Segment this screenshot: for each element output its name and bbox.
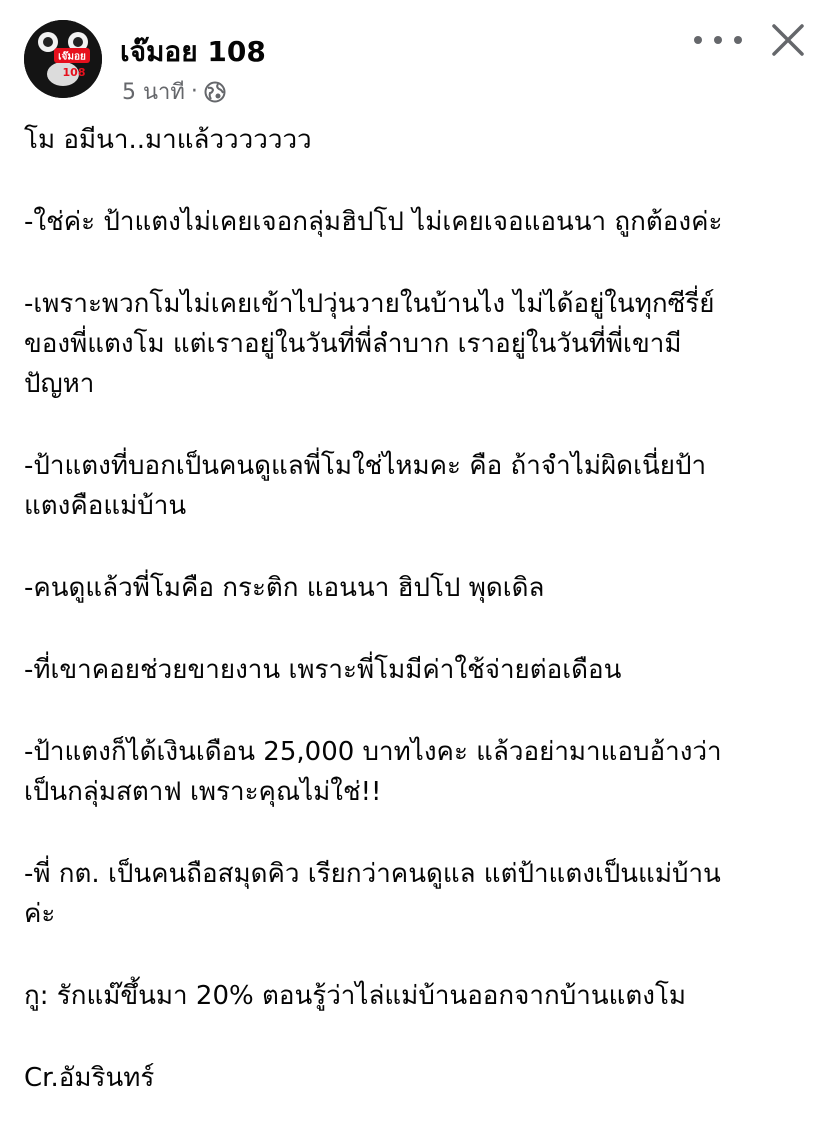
post-text-line: แตงคือแม่บ้าน (24, 491, 187, 521)
svg-text:108: 108 (62, 66, 86, 79)
post-paragraph (24, 284, 814, 404)
post-header (0, 0, 828, 110)
author-name[interactable]: เจ๊มอย 108 (120, 35, 266, 68)
post-text-line: ของพี่แตงโม แต่เราอยู่ในวันที่พี่ลำบาก เราอยู่ในวันที่พี่เขามี (24, 329, 682, 359)
post-text-line: โม อมีนา..มาแล้ววววววว (24, 125, 312, 155)
close-icon[interactable] (770, 22, 806, 58)
post-text-line: -ที่เขาคอยช่วยขายงาน เพราะพี่โมมีค่าใช้จ่ายต่อเดือน (24, 655, 622, 685)
post-text-line: เป็นกลุ่มสตาฟ เพราะคุณไม่ใช่!! (24, 777, 382, 807)
post-paragraph (24, 202, 814, 242)
post-meta (122, 74, 226, 109)
post-timestamp[interactable]: 5 นาที (122, 80, 185, 105)
post-paragraph (24, 446, 814, 526)
author-avatar[interactable] (24, 20, 102, 98)
post-paragraph (24, 568, 814, 608)
post-paragraph (24, 732, 814, 812)
globe-icon[interactable] (204, 81, 226, 103)
post-text-line: -ป้าแตงที่บอกเป็นคนดูแลพี่โมใช่ไหมคะ คือ ถ้าจำไม่ผิดเนี่ยป้า (24, 451, 707, 481)
post-text-line: Cr.อัมรินทร์ (24, 1063, 155, 1093)
post-paragraph (24, 650, 814, 690)
avatar-logo (24, 20, 102, 98)
post-text-line: กู: รักแม๊ขึ้นมา 20% ตอนรู้ว่าไล่แม่บ้านออกจากบ้านแตงโม (24, 981, 687, 1011)
post-paragraph (24, 1058, 814, 1098)
post-text-line: -พี่ กต. เป็นคนถือสมุดคิว เรียกว่าคนดูแล แต่ป้าแตงเป็นแม่บ้าน (24, 859, 721, 889)
meta-separator: · (190, 79, 198, 104)
post-paragraph (24, 976, 814, 1016)
svg-text:เจ๊มอย: เจ๊มอย (58, 51, 86, 63)
post-text-line: -ใช่ค่ะ ป้าแตงไม่เคยเจอกลุ่มฮิปโป ไม่เคยเจอแอนนา ถูกต้องค่ะ (24, 207, 723, 237)
post-body (24, 120, 814, 1140)
post-text-line: -คนดูแล้วพี่โมคือ กระติก แอนนา ฮิปโป พุดเดิล (24, 573, 545, 603)
more-options-icon[interactable] (694, 26, 742, 54)
post-text-line: ปัญหา (24, 369, 95, 399)
post-paragraph (24, 120, 814, 160)
post-paragraph (24, 854, 814, 934)
post-text-line: -เพราะพวกโมไม่เคยเข้าไปวุ่นวายในบ้านไง ไม่ได้อยู่ในทุกซีรี่ย์ (24, 289, 715, 319)
post-text-line: ค่ะ (24, 899, 56, 929)
post-text-line: -ป้าแตงก็ได้เงินเดือน 25,000 บาทไงคะ แล้วอย่ามาแอบอ้างว่า (24, 737, 722, 767)
